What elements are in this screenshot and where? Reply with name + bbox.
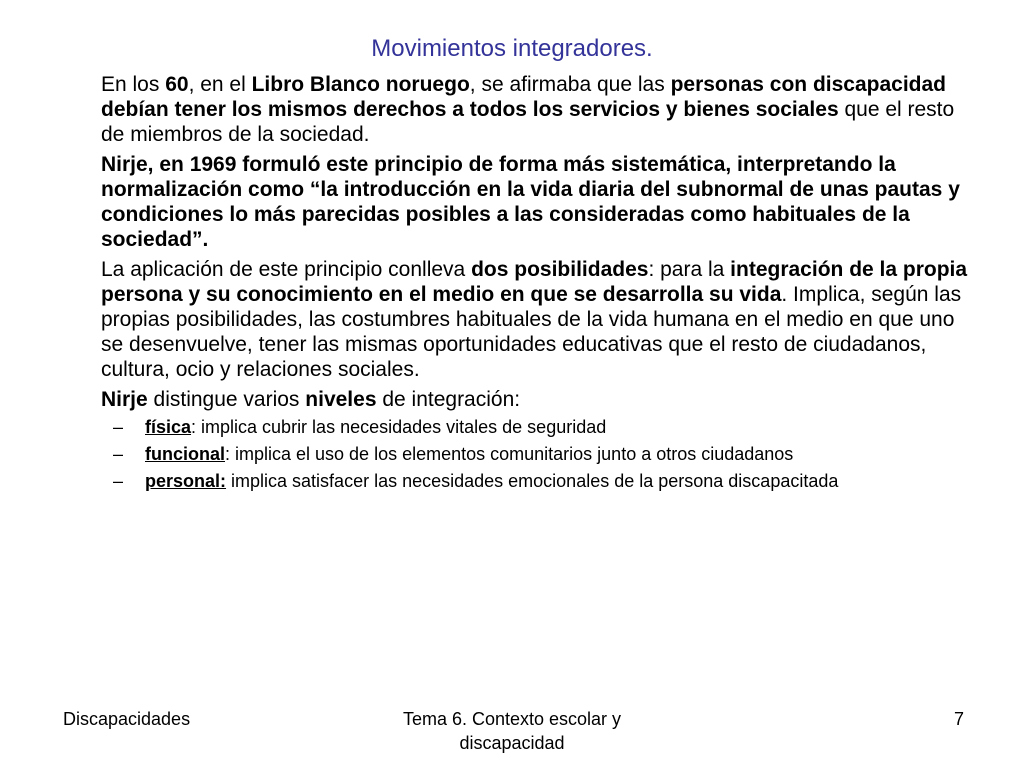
footer-topic <box>362 707 662 755</box>
integration-levels-list <box>101 417 971 491</box>
dash-bullet: – <box>113 444 124 464</box>
bold-run: Libro Blanco noruego <box>251 73 470 96</box>
text-run: de integración: <box>376 388 521 411</box>
slide-title: Movimientos integradores. <box>371 35 653 62</box>
footer-topic-line1: Tema 6. Contexto escolar y <box>402 709 622 729</box>
level-term: física <box>145 417 192 437</box>
level-term: personal: <box>145 471 227 491</box>
paragraph-nirje-principle <box>101 152 971 252</box>
text-run: : para la <box>648 258 731 281</box>
dash-bullet: – <box>113 471 124 491</box>
list-item-fisica <box>101 417 971 437</box>
text-run: La aplicación de este principio conlleva <box>101 258 472 281</box>
bold-run: integración de la propia persona y su conocimiento en el medio en que se desarrolla su vida <box>101 258 968 306</box>
level-term: funcional <box>145 444 225 464</box>
text-run: . Implica, según las propias posibilidades, las costumbres habituales de la vida humana en el medio en que uno se desenvuelve, tener las mismas oportunidades educativas que el resto de ciudadanos, cultura, ocio y relaciones sociales. <box>101 283 962 381</box>
text-run: , se afirmaba que las <box>469 73 671 96</box>
text-run: , en el <box>188 73 252 96</box>
footer-topic-line2: discapacidad <box>459 733 565 753</box>
bold-run: dos posibilidades <box>471 258 649 281</box>
list-item-funcional <box>101 444 971 464</box>
bold-run: 60 <box>165 73 189 96</box>
text-run: En los <box>101 73 166 96</box>
level-description: implica satisfacer las necesidades emocionales de la persona discapacitada <box>226 471 839 491</box>
paragraph-aplicacion <box>101 257 971 382</box>
level-description: : implica cubrir las necesidades vitales de seguridad <box>191 417 607 437</box>
bold-run: Nirje, en 1969 formuló este principio de forma más sistemática, interpretando la normalización como “la introducción en la vida diaria del subnormal de unas pautas y condiciones lo más parecidas posibles a las consideradas como habituales de la sociedad”. <box>101 153 960 251</box>
bold-run: niveles <box>305 388 377 411</box>
dash-bullet: – <box>113 417 124 437</box>
level-description: : implica el uso de los elementos comunitarios junto a otros ciudadanos <box>225 444 794 464</box>
bold-run: Nirje <box>101 388 148 411</box>
slide-body <box>101 72 971 498</box>
list-item-personal <box>101 471 971 491</box>
footer-course-name: Discapacidades <box>63 709 191 729</box>
text-run: distingue varios <box>147 388 306 411</box>
text-run: que el resto de miembros de la sociedad. <box>101 98 955 146</box>
bold-run: personas con discapacidad debían tener los mismos derechos a todos los servicios y bienes sociales <box>101 73 946 121</box>
paragraph-niveles <box>101 387 971 412</box>
page-number: 7 <box>953 709 964 729</box>
paragraph-libro-blanco <box>101 72 971 147</box>
